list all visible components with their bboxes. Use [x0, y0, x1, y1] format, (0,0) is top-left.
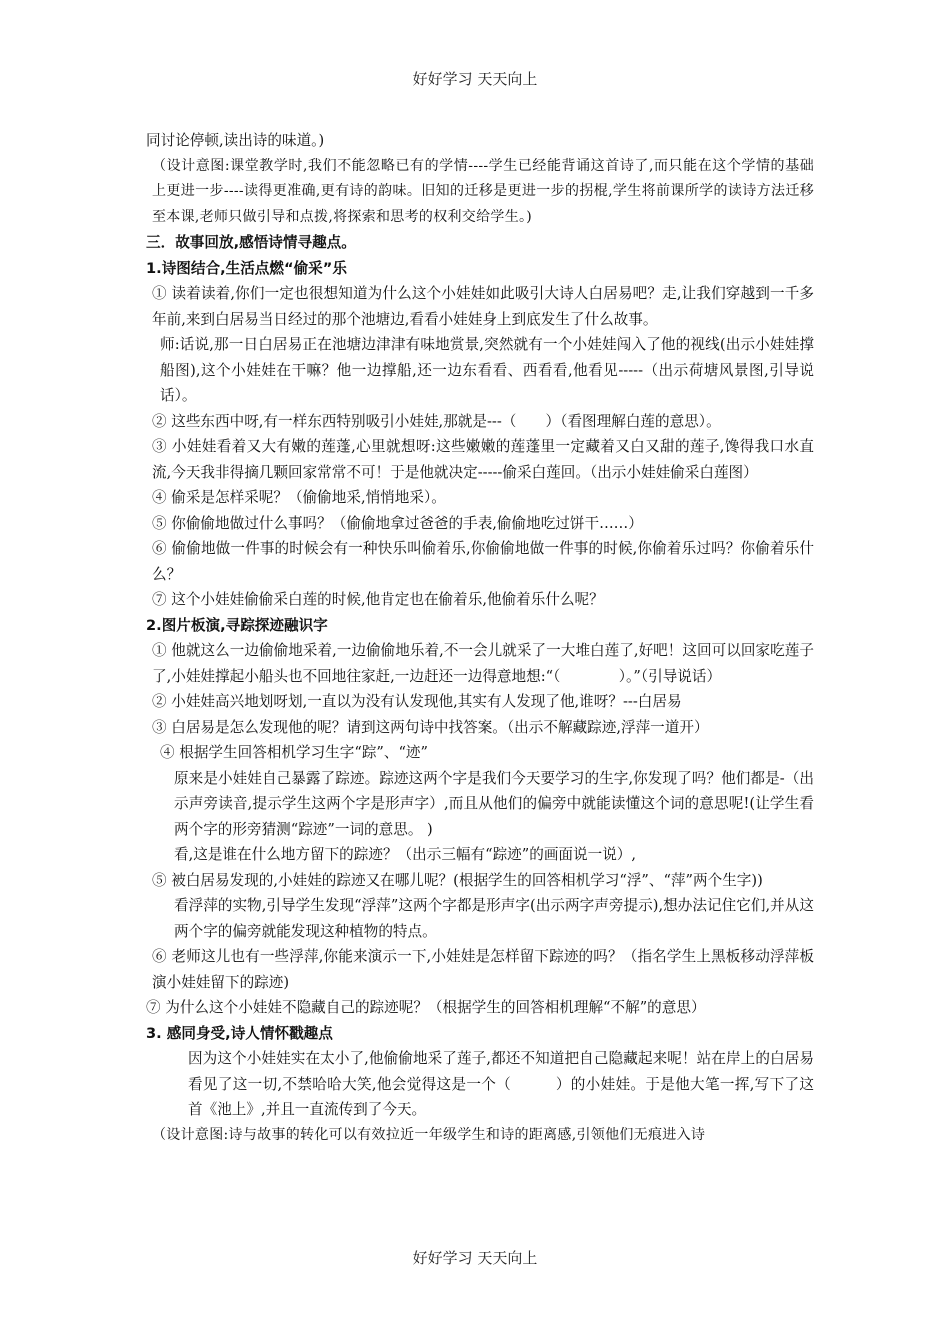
subsection-heading: 3. 感同身受,诗人情怀戳趣点 [146, 1024, 333, 1042]
paragraph: ② 小娃娃高兴地划呀划,一直以为没有认发现他,其实有人发现了他,谁呀？---白居易 [152, 693, 682, 710]
section-heading: 三．故事回放,感悟诗情寻趣点。 [146, 234, 356, 251]
design-intent-paragraph: （设计意图:课堂教学时,我们不能忽略已有的学情----学生已经能背诵这首诗了,而只能在这个学情的基础上更进一步----读得更准确,更有诗的韵味。旧知的迁移是更进一步的拐棍,学生将前课所学的读诗方法迁移至本课,老师只做引导和点拨,将探索和思考的权利交给学生。) [152, 157, 814, 225]
subsection-heading: 1.诗图结合,生活点燃“偷采”乐 [146, 259, 347, 277]
paragraph: 因为这个小娃娃实在太小了,他偷偷地采了莲子,都还不知道把自己隐藏起来呢！站在岸上的白居易看见了这一切,不禁哈哈大笑,他会觉得这是一个（ ）的小娃娃。于是他大笔一挥,写下了这首《池上》,并且一直流传到了今天。 [188, 1050, 814, 1118]
paragraph: ⑥ 偷偷地做一件事的时候会有一种快乐叫偷着乐,你偷偷地做一件事的时候,你偷着乐过吗？你偷着乐什么？ [152, 540, 814, 583]
paragraph: 原来是小娃娃自己暴露了踪迹。踪迹这两个字是我们今天要学习的生字,你发现了吗？他们都是-（出示声旁读音,提示学生这两个字是形声字）,而且从他们的偏旁中就能读懂这个词的意思呢!(让学生看两个字的形旁猜测“踪迹”一词的意思。 ) [174, 769, 814, 838]
document-body [146, 128, 814, 1148]
subsection-heading: 2.图片板演,寻踪探迹融识字 [146, 616, 328, 634]
paragraph: ⑤ 被白居易发现的,小娃娃的踪迹又在哪儿呢？(根据学生的回答相机学习“浮”、“萍”两个生字)) [152, 871, 763, 889]
paragraph: ⑥ 老师这儿也有一些浮萍,你能来演示一下,小娃娃是怎样留下踪迹的吗？（指名学生上黑板移动浮萍板演小娃娃留下的踪迹) [152, 948, 814, 991]
paragraph: ③ 白居易是怎么发现他的呢？请到这两句诗中找答案。（出示不解藏踪迹,浮萍一道开） [152, 718, 709, 736]
design-intent-paragraph: （设计意图:诗与故事的转化可以有效拉近一年级学生和诗的距离感,引领他们无痕进入诗 [152, 1126, 706, 1143]
paragraph: ④ 偷采是怎样采呢？（偷偷地采,悄悄地采）。 [152, 489, 446, 506]
paragraph: ⑦ 为什么这个小娃娃不隐藏自己的踪迹呢？（根据学生的回答相机理解“不解”的意思） [146, 999, 706, 1016]
paragraph: 看,这是谁在什么地方留下的踪迹？（出示三幅有“踪迹”的画面说一说）, [174, 846, 637, 863]
page-header: 好好学习 天天向上 [412, 70, 538, 88]
paragraph: ⑦ 这个小娃娃偷偷采白莲的时候,他肯定也在偷着乐,他偷着乐什么呢？ [152, 591, 604, 608]
paragraph: 同讨论停顿,读出诗的味道。) [146, 132, 325, 149]
paragraph: ⑤ 你偷偷地做过什么事吗？（偷偷地拿过爸爸的手表,偷偷地吃过饼干……） [152, 514, 643, 532]
paragraph: ① 他就这么一边偷偷地采着,一边偷偷地乐着,不一会儿就采了一大堆白莲了,好吧！这回可以回家吃莲子了,小娃娃撑起小船头也不回地往家赶,一边赶还一边得意地想:“（ ）。”（引导说话） [152, 642, 814, 685]
paragraph: 师:话说,那一日白居易正在池塘边津津有味地赏景,突然就有一个小娃娃闯入了他的视线(出示小娃娃撑船图),这个小娃娃在干嘛？他一边撑船,还一边东看看、西看看,他看见-----（出示荷塘风景图,引导说话）。 [160, 336, 814, 404]
page-footer: 好好学习 天天向上 [412, 1249, 538, 1267]
paragraph: ④ 根据学生回答相机学习生字“踪”、“迹” [160, 744, 428, 761]
paragraph: ① 读着读着,你们一定也很想知道为什么这个小娃娃如此吸引大诗人白居易吧？走,让我们穿越到一千多年前,来到白居易当日经过的那个池塘边,看看小娃娃身上到底发生了什么故事。 [152, 285, 814, 328]
paragraph: ② 这些东西中呀,有一样东西特别吸引小娃娃,那就是---（ ）（看图理解白莲的意思）。 [152, 412, 721, 430]
paragraph: 看浮萍的实物,引导学生发现“浮萍”这两个字都是形声字(出示两字声旁提示),想办法记住它们,并从这两个字的偏旁就能发现这种植物的特点。 [174, 897, 814, 940]
paragraph: ③ 小娃娃看着又大有嫩的莲蓬,心里就想呀:这些嫩嫩的莲蓬里一定藏着又白又甜的莲子,馋得我口水直流,今天我非得摘几颗回家常常不可！于是他就决定-----偷采白莲回。（出示小娃娃偷采白莲图） [152, 438, 814, 481]
